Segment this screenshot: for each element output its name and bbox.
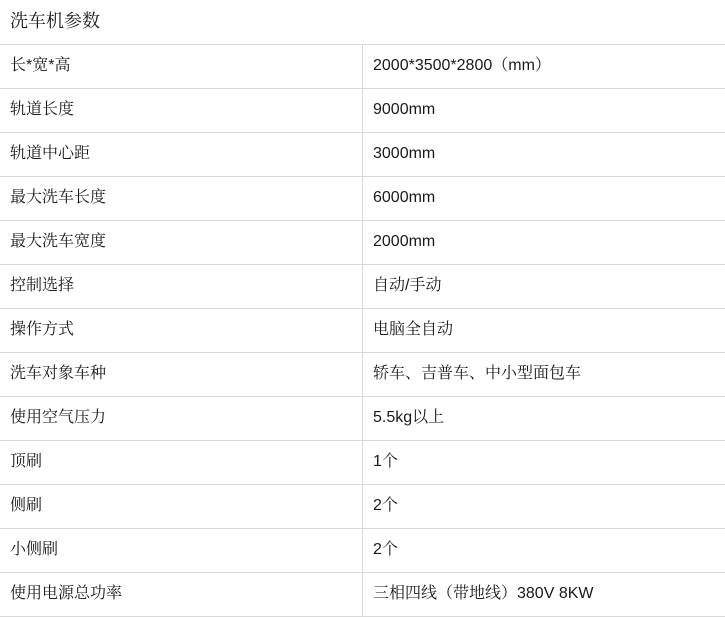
row-label: 侧刷 <box>0 484 363 528</box>
row-label: 长*宽*高 <box>0 44 363 88</box>
table-row <box>0 440 725 484</box>
row-value: 5.5kg以上 <box>363 396 725 440</box>
row-label: 顶刷 <box>0 440 363 484</box>
table-row <box>0 44 725 88</box>
row-label: 使用空气压力 <box>0 396 363 440</box>
table-row <box>0 264 725 308</box>
table-row <box>0 352 725 396</box>
row-value: 2个 <box>363 484 725 528</box>
table-row <box>0 132 725 176</box>
table-row <box>0 396 725 440</box>
row-value: 三相四线（带地线）380V 8KW <box>363 572 725 616</box>
table-row <box>0 308 725 352</box>
table-row <box>0 176 725 220</box>
row-value: 1个 <box>363 440 725 484</box>
table-row <box>0 528 725 572</box>
row-value: 9000mm <box>363 88 725 132</box>
row-label: 轨道长度 <box>0 88 363 132</box>
table-title-row <box>0 0 725 44</box>
row-label: 小侧刷 <box>0 528 363 572</box>
row-value: 2000mm <box>363 220 725 264</box>
row-label: 使用电源总功率 <box>0 572 363 616</box>
table-row <box>0 484 725 528</box>
row-value: 轿车、吉普车、中小型面包车 <box>363 352 725 396</box>
table-row <box>0 572 725 616</box>
row-label: 最大洗车宽度 <box>0 220 363 264</box>
table-row <box>0 220 725 264</box>
row-value: 2个 <box>363 528 725 572</box>
row-value: 电脑全自动 <box>363 308 725 352</box>
row-value: 6000mm <box>363 176 725 220</box>
row-label: 洗车对象车种 <box>0 352 363 396</box>
row-label: 最大洗车长度 <box>0 176 363 220</box>
row-label: 操作方式 <box>0 308 363 352</box>
table-title: 洗车机参数 <box>0 0 725 44</box>
row-label: 控制选择 <box>0 264 363 308</box>
row-value: 2000*3500*2800（mm） <box>363 44 725 88</box>
row-value: 3000mm <box>363 132 725 176</box>
row-label: 轨道中心距 <box>0 132 363 176</box>
row-value: 自动/手动 <box>363 264 725 308</box>
table-row <box>0 88 725 132</box>
